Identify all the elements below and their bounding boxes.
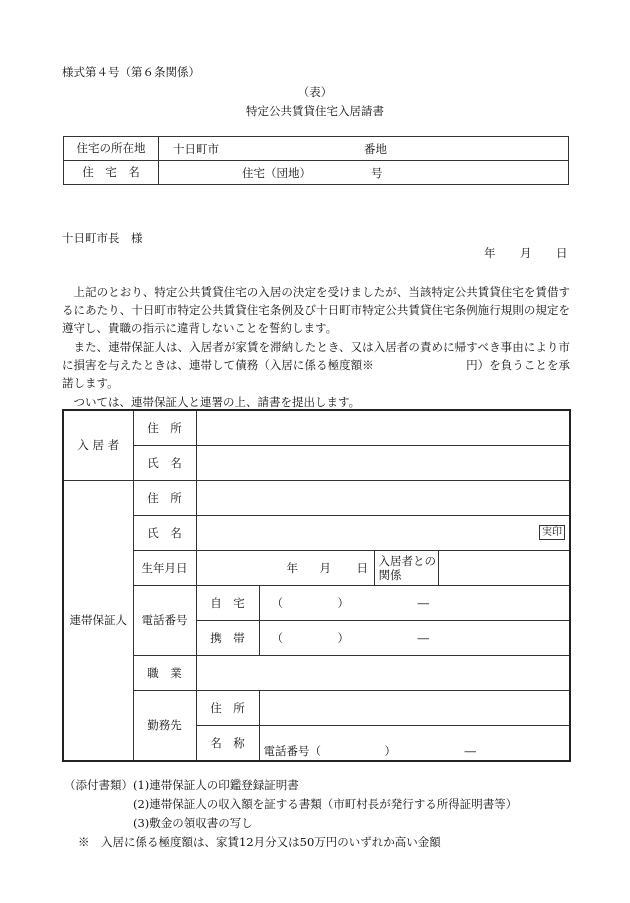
unit-suffix: 号: [371, 166, 383, 180]
occupant-address-label: 住 所: [133, 410, 196, 446]
location-row: [64, 137, 569, 161]
housing-name-row: [64, 161, 569, 185]
housing-name-field[interactable]: [159, 161, 569, 185]
attachments-label: （添付書類）: [64, 778, 133, 792]
date-year: 年: [484, 246, 496, 260]
workplace-phone-dash: ―: [464, 743, 476, 758]
date-month: 月: [520, 246, 532, 260]
birth-day: 日: [356, 561, 368, 575]
mobile-phone-label: 携 帯: [196, 621, 259, 656]
occupation-label: 職 業: [133, 656, 196, 691]
housing-label: 住 宅 名: [64, 161, 159, 185]
form-number: 様式第４号（第６条関係）: [62, 65, 200, 79]
birthdate-field[interactable]: [196, 551, 374, 586]
home-dash: ―: [417, 596, 429, 610]
mobile-dash: ―: [417, 631, 429, 645]
page-title: 特定公共賃貸住宅入居請書: [246, 104, 384, 118]
home-paren-close: ）: [337, 596, 349, 610]
occupant-name-label: 氏 名: [133, 446, 196, 481]
relation-field[interactable]: [438, 551, 570, 586]
limit-note: ※ 入居に係る極度額は、家賃12月分又は50万円のいずれか高い金額: [78, 835, 441, 849]
workplace-address-label: 住 所: [196, 691, 259, 726]
location-label: 住宅の所在地: [64, 137, 159, 161]
workplace-phone-close: ）: [384, 743, 396, 758]
guarantor-paragraph: また、連帯保証人は、入居者が家賃を滞納したとき、又は入居者の責めに帰すべき事由により市に損害を与えたときは、連帯して債務（入居に係る極度額※ 円）を負うことを承諾します。: [62, 340, 570, 391]
housing-info-table: [63, 136, 569, 185]
addressee: 十日町市長 様: [62, 231, 143, 245]
home-paren-open: （: [271, 596, 283, 610]
guarantor-label: 連帯保証人: [63, 481, 133, 762]
attachment-item: (2)連帯保証人の収入額を証する書類（市町村長が発行する所得証明書等）: [133, 797, 518, 811]
attachment-item: (3)敷金の領収書の写し: [133, 816, 253, 830]
mobile-phone-field[interactable]: [259, 621, 570, 656]
guarantor-address-field[interactable]: [196, 481, 570, 516]
occupant-label: 入 居 者: [63, 410, 133, 481]
mobile-paren-close: ）: [337, 631, 349, 645]
location-town: 十日町市: [173, 142, 219, 156]
front-label: （表）: [297, 85, 333, 99]
birthdate-label: 生年月日: [133, 551, 196, 586]
workplace-address-field[interactable]: [259, 691, 570, 726]
location-field[interactable]: [159, 137, 569, 161]
location-suffix: 番地: [364, 142, 387, 156]
birth-month: 月: [319, 561, 331, 575]
birth-year: 年: [286, 561, 298, 575]
submission-paragraph: ついては、連帯保証人と連署の上、請書を提出します。: [62, 395, 361, 409]
pledge-paragraph: 上記のとおり、特定公共賃貸住宅の入居の決定を受けましたが、当該特定公共賃貸住宅を賃借するにあたり、十日町市特定公共賃貸住宅条例及び十日町市特定公共賃貸住宅条例施行規則の規定を遵守し、貴職の指示に違背しないことを誓約します。: [62, 285, 570, 336]
mobile-paren-open: （: [271, 631, 283, 645]
applicant-guarantor-table: [62, 409, 571, 762]
guarantor-address-label: 住 所: [133, 481, 196, 516]
housing-value: 住宅（団地）: [242, 166, 311, 180]
seal-mark: 実印: [539, 525, 565, 540]
home-phone-field[interactable]: [259, 586, 570, 621]
guarantor-name-label: 氏 名: [133, 516, 196, 551]
workplace-name-field[interactable]: [259, 726, 570, 762]
attachment-item: (1)連帯保証人の印鑑登録証明書: [133, 778, 299, 792]
occupation-field[interactable]: [196, 656, 570, 691]
home-phone-label: 自 宅: [196, 586, 259, 621]
workplace-label: 勤務先: [133, 691, 196, 762]
date-day: 日: [556, 246, 568, 260]
relation-label: 入居者との関係: [374, 551, 438, 586]
workplace-phone-label: 電話番号（: [263, 743, 321, 758]
workplace-name-label: 名 称: [196, 726, 259, 762]
guarantor-name-field[interactable]: [196, 516, 570, 551]
occupant-address-field[interactable]: [196, 410, 570, 446]
phone-label: 電話番号: [133, 586, 196, 656]
occupant-name-field[interactable]: [196, 446, 570, 481]
